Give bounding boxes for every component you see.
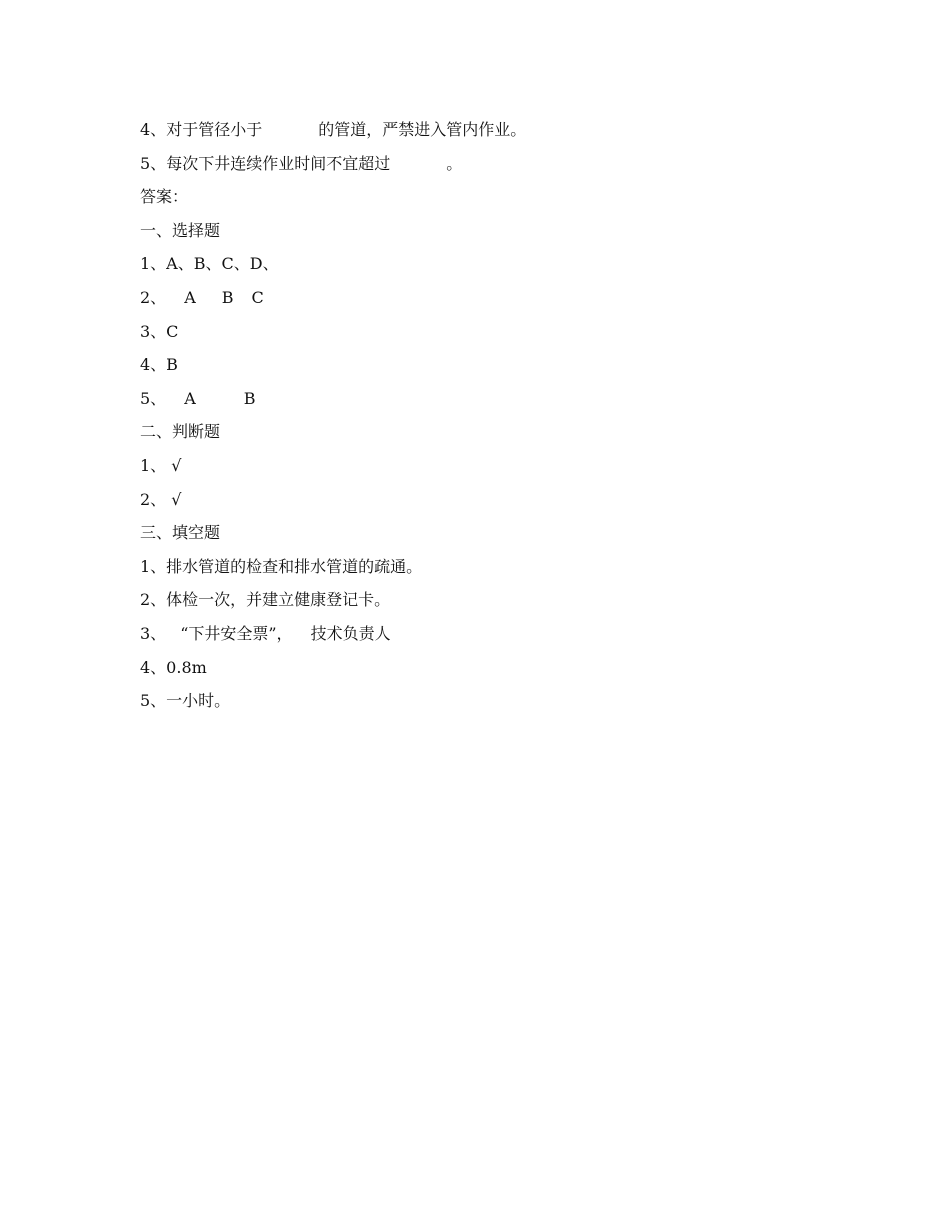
answer-item: 2、 √ <box>140 489 182 509</box>
answers-heading: 答案： <box>140 187 189 207</box>
section-title: 二、判断题 <box>140 422 221 442</box>
document-content <box>140 118 820 723</box>
answer-number: 5、 <box>140 388 167 408</box>
question-text: 。 <box>446 153 463 173</box>
answer-item: 4、B <box>140 355 178 375</box>
question-text: 的管道，严禁进入管内作业。 <box>318 120 527 139</box>
question-number: 4、 <box>140 120 167 139</box>
answer-number: 3、 <box>140 623 167 643</box>
answer-item: 3、 “下井安全票”， 技术负责人 <box>140 623 391 643</box>
question-4 <box>140 118 820 152</box>
question-text: 对于管径小于 <box>166 120 263 139</box>
answer-item: 1、 √ <box>140 455 182 475</box>
answer-item: 4、0.8m <box>140 657 207 677</box>
answer-item: 3、C <box>140 321 179 341</box>
answer-number: 2、 <box>140 287 167 307</box>
question-text: 每次下井连续作业时间不宜超过 <box>166 153 391 173</box>
answer-item: 1、A、B、C、D、 <box>140 254 279 274</box>
section-title: 三、填空题 <box>140 523 221 543</box>
question-number: 5、 <box>140 153 167 173</box>
question-5 <box>140 152 820 186</box>
answer-item: 1、排水管道的检查和排水管道的疏通。 <box>140 556 423 576</box>
answer-item: 5、一小时。 <box>140 691 231 711</box>
answer-item: 5、 A B <box>140 388 256 408</box>
section-title: 一、选择题 <box>140 220 221 240</box>
answer-item: 2、 A B C <box>140 287 264 307</box>
answer-item: 2、体检一次，并建立健康登记卡。 <box>140 590 391 610</box>
